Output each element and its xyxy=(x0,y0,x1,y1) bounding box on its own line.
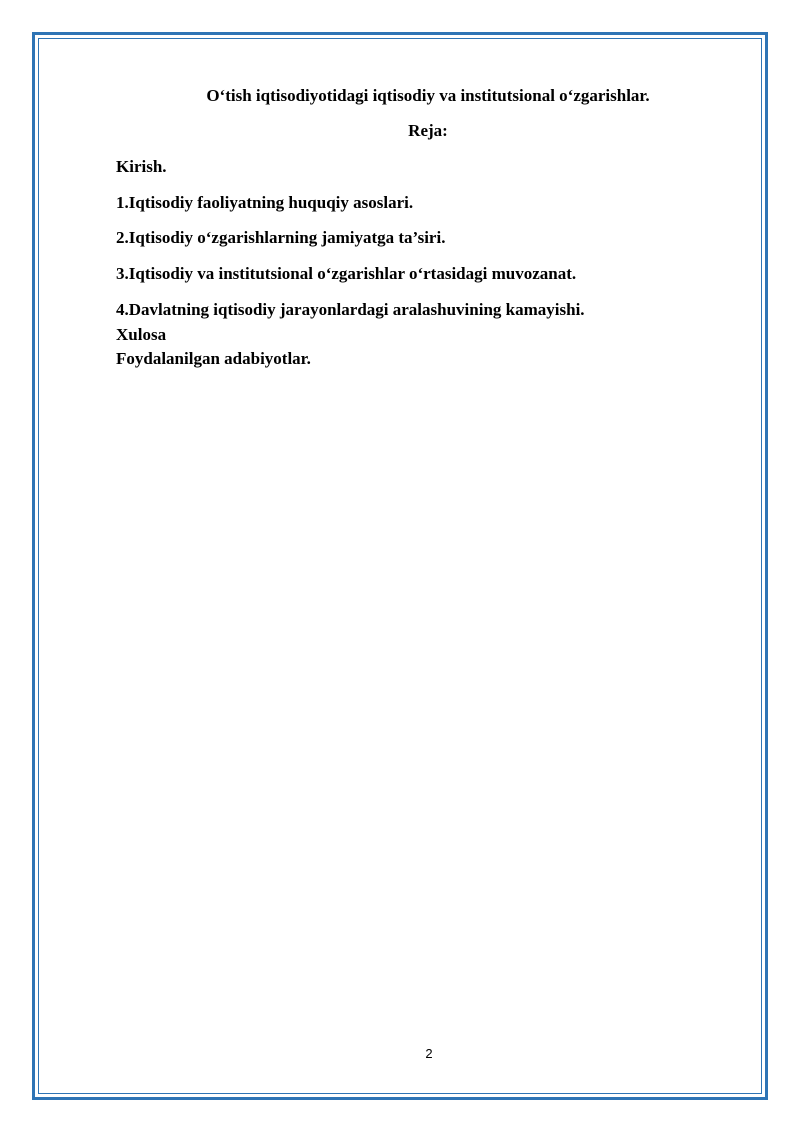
toc-item-conclusion: Xulosa xyxy=(116,325,167,344)
toc-item-2: 2.Iqtisodiy o‘zgarishlarning jamiyatga ta’siri. xyxy=(116,228,446,247)
toc-item-4: 4.Davlatning iqtisodiy jarayonlardagi aralashuvining kamayishi. xyxy=(116,300,585,319)
plan-heading: Reja: xyxy=(408,121,448,140)
toc-item-introduction: Kirish. xyxy=(116,157,167,176)
toc-item-1: 1.Iqtisodiy faoliyatning huquqiy asoslari. xyxy=(116,193,414,212)
toc-item-references: Foydalanilgan adabiyotlar. xyxy=(116,349,311,368)
toc-item-3: 3.Iqtisodiy va institutsional o‘zgarishlar o‘rtasidagi muvozanat. xyxy=(116,264,577,283)
page-number: 2 xyxy=(425,1046,433,1061)
document-title: O‘tish iqtisodiyotidagi iqtisodiy va institutsional o‘zgarishlar. xyxy=(206,86,650,105)
